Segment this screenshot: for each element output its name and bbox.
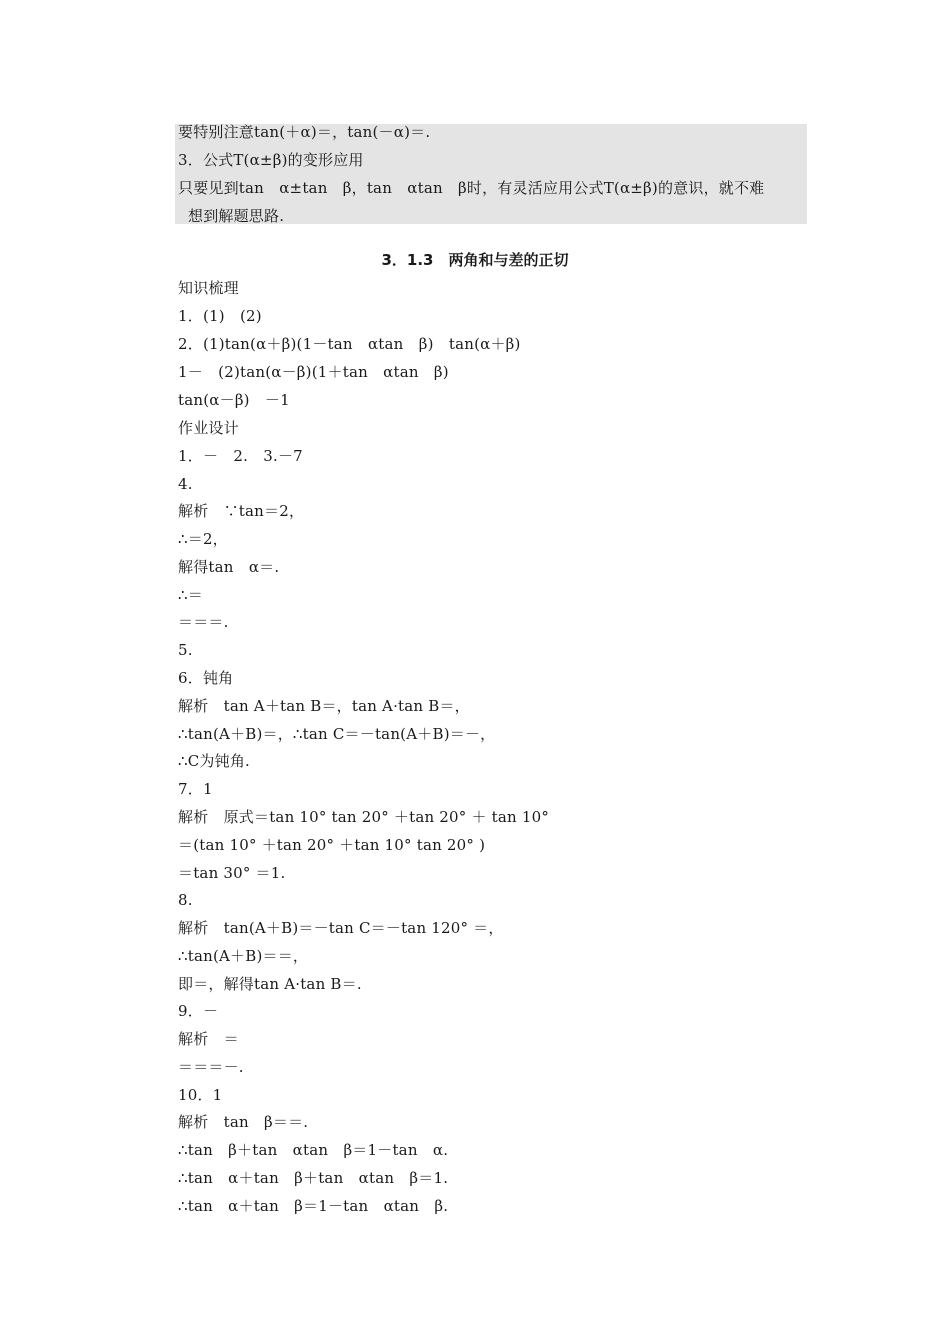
text-line: ∴tan β＋tan αtan β＝1－tan α. bbox=[178, 1141, 449, 1159]
text-line: 即＝，解得tan A·tan B＝. bbox=[178, 975, 362, 993]
text-line: ∴＝ bbox=[178, 586, 203, 604]
text-line: 解析 tan β＝＝. bbox=[178, 1113, 309, 1131]
text-line: 9．－ bbox=[178, 1002, 219, 1020]
text-line: 知识梳理 bbox=[178, 279, 239, 297]
note-line-3: 只要见到tan α±tan β，tan αtan β时，有灵活应用公式T(α±β)的意识，就不难 bbox=[178, 179, 765, 197]
note-line-2: 3．公式T(α±β)的变形应用 bbox=[178, 151, 364, 169]
text-line: 5. bbox=[178, 641, 193, 659]
note-line-1: 要特别注意tan(＋α)＝，tan(－α)＝. bbox=[178, 123, 431, 141]
text-line: 解析 ＝ bbox=[178, 1030, 239, 1048]
text-line: 2．(1)tan(α＋β)(1－tan αtan β) tan(α＋β) bbox=[178, 335, 521, 353]
text-line: 1．(1) (2) bbox=[178, 307, 262, 325]
text-line: ∴C为钝角. bbox=[178, 752, 250, 770]
text-line: ＝＝＝－. bbox=[178, 1058, 244, 1076]
text-line: 8. bbox=[178, 891, 193, 909]
text-line: 作业设计 bbox=[178, 419, 239, 437]
text-line: 1－ (2)tan(α－β)(1＋tan αtan β) bbox=[178, 363, 449, 381]
text-line: 6．钝角 bbox=[178, 669, 234, 687]
text-line: ＝tan 30° ＝1. bbox=[178, 864, 286, 882]
text-line: 7．1 bbox=[178, 780, 213, 798]
text-line: ＝＝＝. bbox=[178, 613, 229, 631]
text-line: 解析 ∵tan＝2， bbox=[178, 502, 305, 520]
text-line: 解析 原式＝tan 10° tan 20° ＋tan 20° ＋ tan 10° bbox=[178, 808, 550, 826]
section-title: 3．1.3 两角和与差的正切 bbox=[381, 251, 569, 269]
text-line: 解析 tan A＋tan B＝，tan A·tan B＝， bbox=[178, 697, 470, 715]
text-line: ∴tan α＋tan β＋tan αtan β＝1. bbox=[178, 1169, 449, 1187]
text-line: ＝(tan 10° ＋tan 20° ＋tan 10° tan 20° ) bbox=[178, 836, 486, 854]
text-line: 4. bbox=[178, 475, 193, 493]
text-line: 10．1 bbox=[178, 1086, 223, 1104]
text-line: ∴tan α＋tan β＝1－tan αtan β. bbox=[178, 1197, 449, 1215]
text-line: ∴tan(A＋B)＝＝， bbox=[178, 947, 309, 965]
text-line: 解得tan α＝. bbox=[178, 558, 280, 576]
text-line: tan(α－β) －1 bbox=[178, 391, 290, 409]
text-line: 解析 tan(A＋B)＝－tan C＝－tan 120° ＝， bbox=[178, 919, 504, 937]
note-line-4: 想到解题思路. bbox=[188, 207, 285, 225]
text-line: 1．－ 2. 3.－7 bbox=[178, 447, 303, 465]
text-line: ∴＝2， bbox=[178, 530, 228, 548]
text-line: ∴tan(A＋B)＝，∴tan C＝－tan(A＋B)＝－， bbox=[178, 725, 496, 743]
